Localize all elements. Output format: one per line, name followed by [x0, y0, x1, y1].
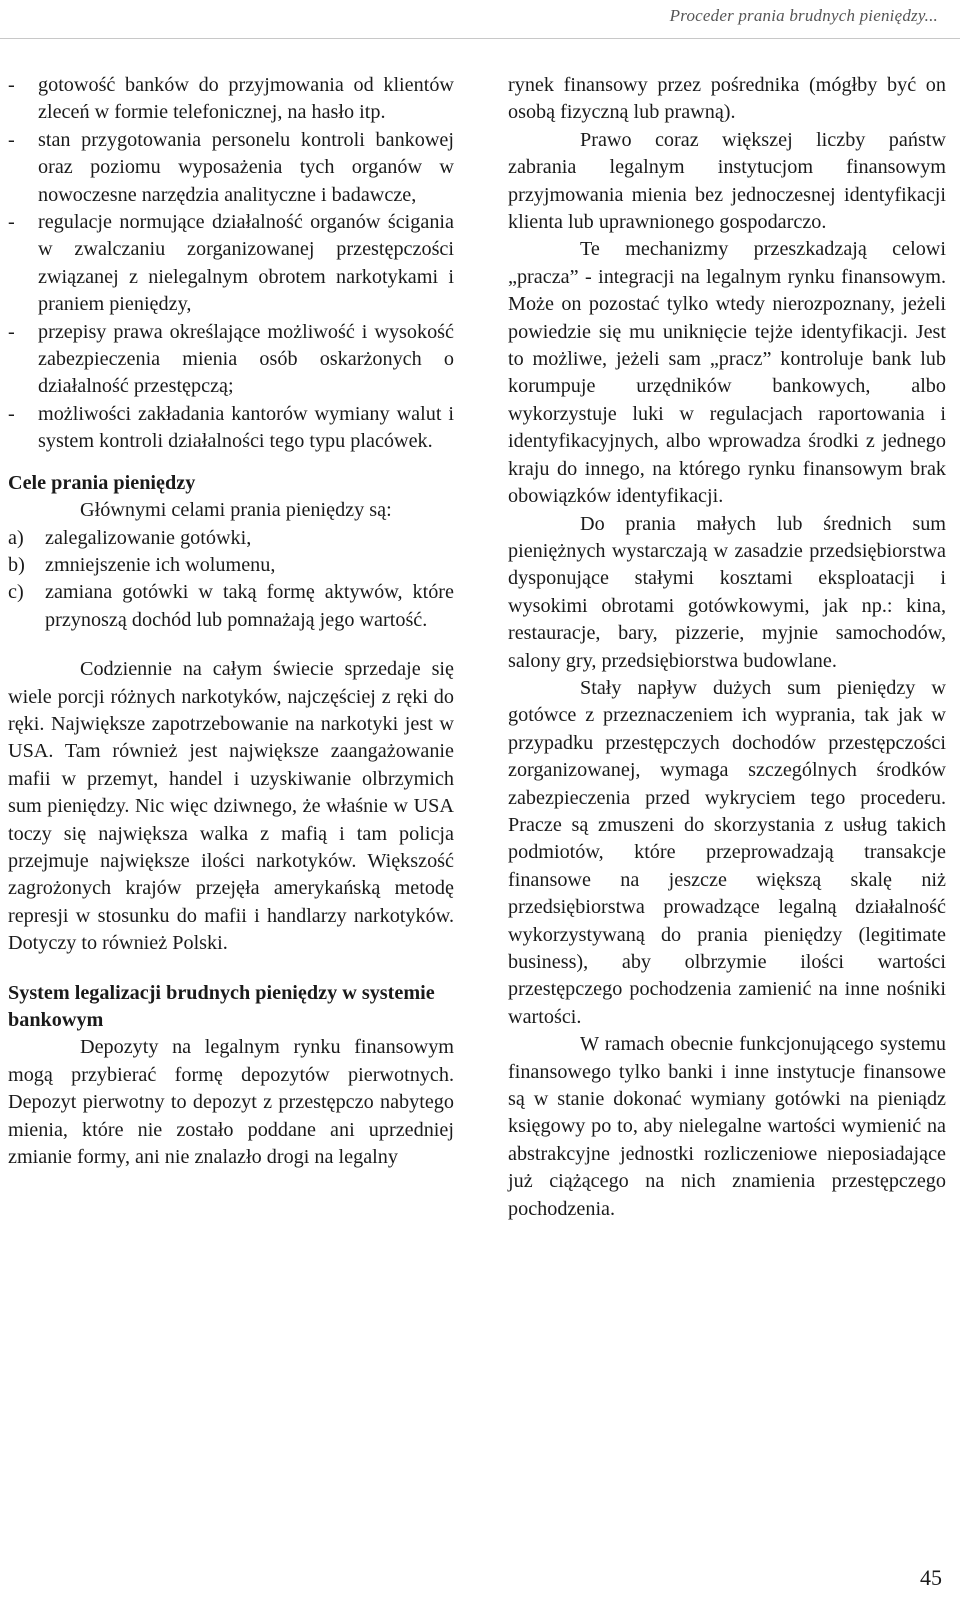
goal-text: zalegalizowanie gotówki, — [45, 526, 252, 549]
goal-marker: a) — [8, 526, 24, 549]
goal-marker: b) — [8, 553, 25, 576]
spacer — [8, 456, 454, 470]
list-item — [8, 209, 454, 319]
goals-intro: Głównymi celami prania pieniędzy są: — [80, 499, 392, 522]
list-item — [8, 72, 454, 127]
law-paragraph: Prawo coraz większej liczby państw zabrania legalnym instytucjom finansowym przyjmowania mienia bez jednoczesnej identyfikacji klienta lub uprawnionego gospodarczo. — [508, 128, 946, 234]
spacer — [8, 958, 454, 980]
spacer — [8, 634, 454, 656]
goal-text: zmniejszenie ich wolumenu, — [45, 553, 276, 576]
dash-marker: - — [8, 211, 15, 234]
page-number: 45 — [920, 1565, 942, 1590]
list-item-text: regulacje normujące działalność organów ścigania w zwalczaniu zorganizowanej przestępczości związanej z nielegalnym obrotem narkotykami i praniem pieniędzy, — [38, 211, 454, 316]
drugs-paragraph: Codziennie na całym świecie sprzedaje się wiele porcji różnych narkotyków, najczęściej z ręki do ręki. Największe zapotrzebowanie na narkotyki jest w USA. Tam również jest największe zaangażowanie mafii w przemyt, handel i uzyskiwanie olbrzymich sum pieniędzy. Nic więc dziwnego, że właśnie w USA toczy się największa walka z mafią i tam policja przejmuje największe ilości narkotyków. Większość zagrożonych krajów przejęła amerykańską metodę represji w stosunku do mafii i handlarzy narkotyków. Dotyczy to również Polski. — [8, 658, 454, 955]
list-item-text: stan przygotowania personelu kontroli bankowej oraz poziomu wyposażenia tych organów w nowoczesne narzędzia analityczne i badawcze, — [38, 128, 454, 206]
dash-marker: - — [8, 402, 15, 425]
header-rule — [0, 38, 960, 39]
dash-marker: - — [8, 320, 15, 343]
continuation-paragraph: rynek finansowy przez pośrednika (mógłby być on osobą fizyczną lub prawną). — [508, 74, 946, 124]
deposits-paragraph: Depozyty na legalnym rynku finansowym mogą przybierać formę depozytów pierwotnych. Depozyt pierwotny to depozyt z przestępczo nabytego mienia, które nie zostało poddane ani uprzedniej zmianie formy, ani nie znalazło drogi na legalny — [8, 1036, 454, 1169]
mechanisms-paragraph: Te mechanizmy przeszkadzają celowi „pracza” - integracji na legalnym rynku finansowym. Może on pozostać tylko wtedy nierozpoznany, jeżeli powiedzie się mu uniknięcie tejże identyfikacji. Jest to możliwe, jeżeli sam „pracz” kontroluje bank lub korumpuje urzędników bankowych, albo wykorzystuje luki w regulacjach raportowania i identyfikacyjnych, albo wprowadza środki z jednego kraju do innego, na którego rynku finansowym brak obowiązków identyfikacji. — [508, 238, 946, 508]
list-item — [8, 127, 454, 209]
list-item-text: przepisy prawa określające możliwość i wysokość zabezpieczenia mienia osób oskarżonych o działalność przestępczą; — [38, 320, 454, 398]
list-item — [8, 401, 454, 456]
dash-marker: - — [8, 74, 15, 96]
list-item-text: gotowość banków do przyjmowania od klientów zleceń w formie telefonicznej, na hasło itp. — [38, 74, 454, 124]
goal-item — [8, 552, 454, 579]
large-sums-paragraph: Stały napływ dużych sum pieniędzy w gotówce z przeznaczeniem ich wyprania, tak jak w przypadku przestępczych dochodów przestępczości zorganizowanej, wymaga szczególnych środków zabezpieczenia przed wykryciem tego procederu. Pracze są zmuszeni do skorzystania z usług takich podmiotów, które przeprowadzają transakcje finansowe na jeszcze większą skalę niż przedsiębiorstwa prowadzące legalną działalność wykorzystywaną do prania pieniędzy (legitimate business), aby olbrzymie ilości wartości przestępczego pochodzenia zamienić na inne nośniki wartości. — [508, 676, 946, 1028]
system-paragraph: W ramach obecnie funkcjonującego systemu finansowego tylko banki i inne instytucje finansowe są w stanie dokonać wymiany gotówki na pieniądz księgowy po to, aby nielegalne wartości wymienić na abstrakcyjne jednostki rozliczeniowe nieposiadające już ciążącego na nich znamienia przestępczego pochodzenia. — [508, 1033, 946, 1220]
goal-item — [8, 579, 454, 634]
goal-marker: c) — [8, 581, 24, 604]
list-item — [8, 319, 454, 401]
goal-text: zamiana gotówki w taką formę aktywów, które przynoszą dochód lub pomnażają jego wartość. — [45, 581, 454, 631]
section-heading-goals: Cele prania pieniędzy — [8, 471, 196, 494]
running-header: Proceder prania brudnych pieniędzy... — [669, 6, 938, 25]
right-column — [508, 72, 946, 1223]
section-heading-system: System legalizacji brudnych pieniędzy w systemie bankowym — [8, 981, 435, 1031]
list-item-text: możliwości zakładania kantorów wymiany walut i system kontroli działalności tego typu placówek. — [38, 402, 454, 453]
left-column — [8, 72, 454, 1171]
goal-item — [8, 525, 454, 552]
dash-marker: - — [8, 128, 15, 151]
small-sums-paragraph: Do prania małych lub średnich sum pieniężnych wystarczają w zasadzie przedsiębiorstwa dysponujące stałymi kosztami eksploatacji i wysokimi obrotami gotówkowymi, jak np.: kina, restauracje, bary, pizzerie, myjnie samochodów, salony gry, przedsiębiorstwa budowlane. — [508, 512, 946, 672]
